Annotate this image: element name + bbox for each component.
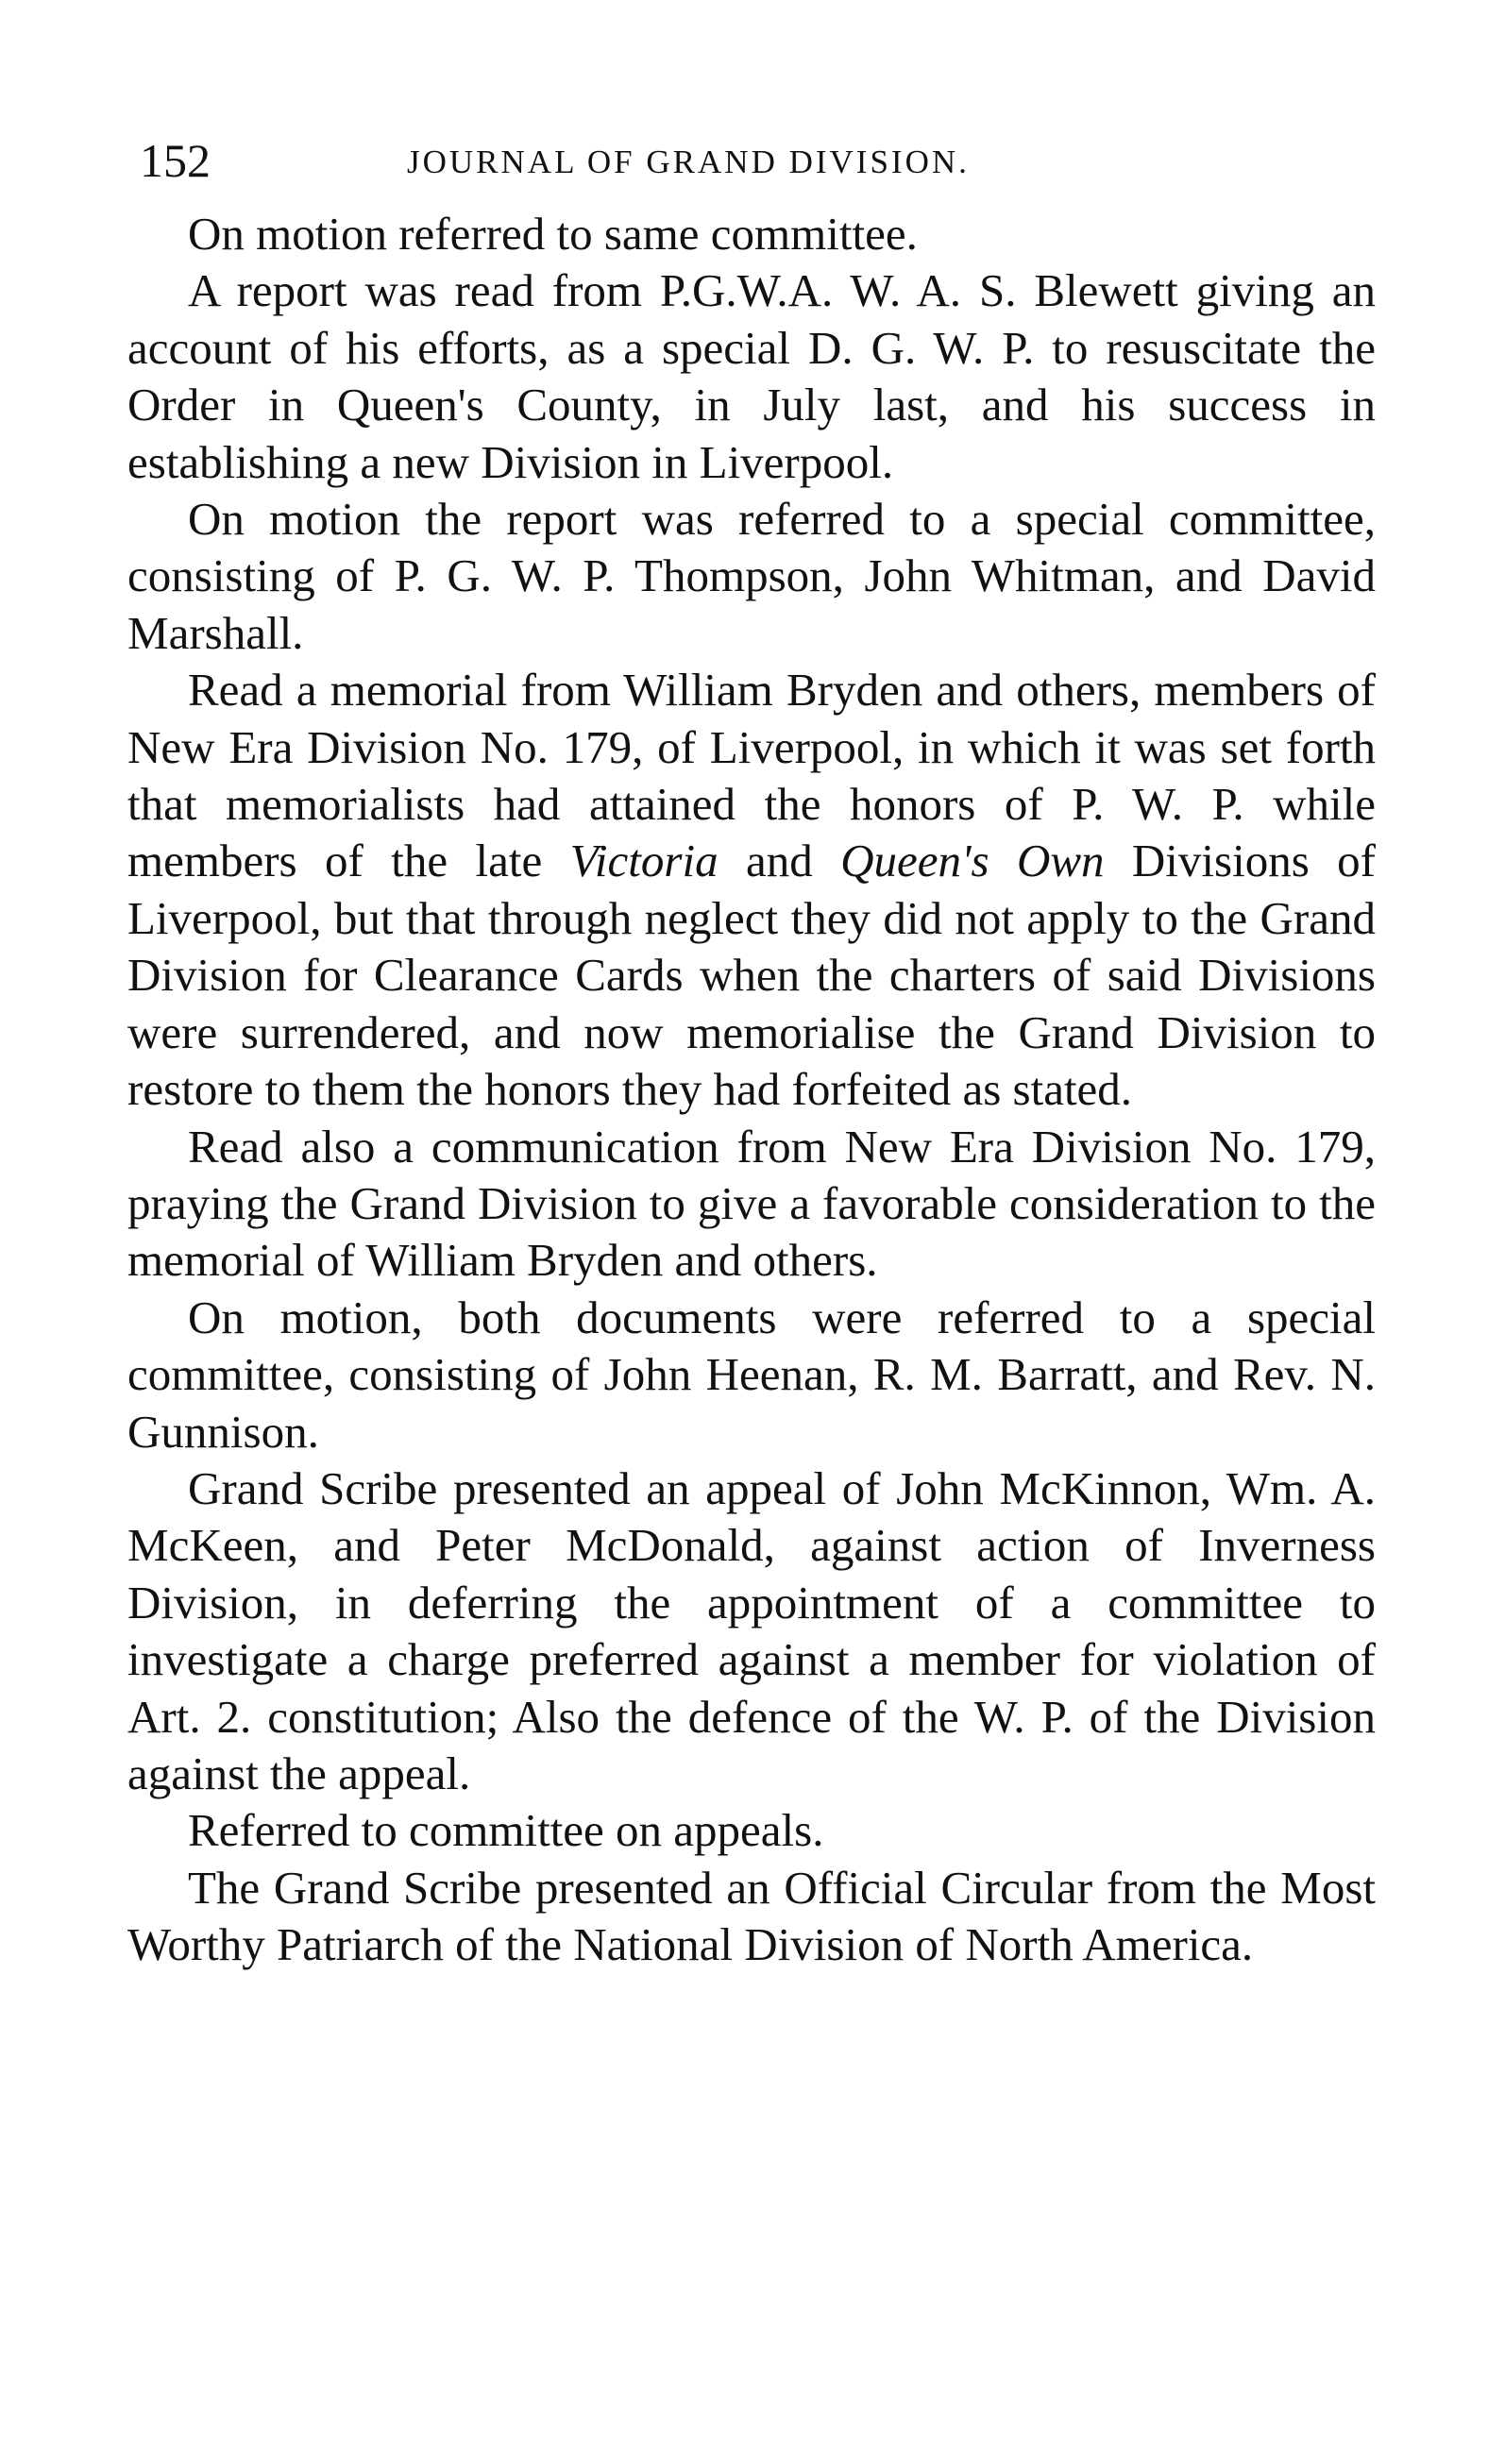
paragraph-new-era-communication: Read also a communication from New Era Division No. 179, praying the Grand Division to give a favorable consideration to the memorial of William Bryden and others.: [127, 1120, 1376, 1287]
paragraph-motion-referred: On motion referred to same committee.: [188, 208, 918, 260]
italic-queens-own: Queen's Own: [840, 835, 1105, 887]
memorial-text-start: Read a memorial from William Bryden and others, members of New Era Division No. 179, of Liverpool, in which it was set forth that memorialists had attained the honors of P. W. P. while members of the late: [127, 664, 1376, 887]
paragraph-special-committee: On motion the report was referred to a special committee, consisting of P. G. W. P. Thompson, John Whitman, and David Marshall.: [127, 493, 1376, 659]
page-number: 152: [140, 134, 211, 187]
paragraph-mckinnon-appeal: Grand Scribe presented an appeal of John McKinnon, Wm. A. McKeen, and Peter McDonald, against action of Inverness Division, in deferring the appointment of a committee to investigate a charge preferred against a member for violation of Art. 2. constitution; Also the defence of the W. P. of the Division against the appeal.: [127, 1461, 1376, 1799]
running-head: JOURNAL OF GRAND DIVISION.: [407, 143, 970, 180]
memorial-text-end: Divisions of Liverpool, but that through neglect they did not apply to the Grand Division for Clearance Cards when the charters of said Divisions were surrendered, and now memorialise the Grand Division to restore to them the honors they had forfeited as stated.: [127, 835, 1376, 1116]
body-text: [127, 206, 1376, 1974]
italic-victoria: Victoria: [569, 835, 719, 887]
paragraph-referred-appeals: Referred to committee on appeals.: [188, 1804, 824, 1857]
paragraph-blewett-report: A report was read from P.G.W.A. W. A. S. Blewett giving an account of his efforts, as a special D. G. W. P. to resuscitate the Order in Queen's County, in July last, and his success in establishing a new Division in Liverpool.: [127, 264, 1376, 488]
paragraph-bryden-memorial: [127, 662, 1376, 1118]
memorial-text-and: and: [718, 835, 841, 887]
paragraph-official-circular: The Grand Scribe presented an Official Circular from the Most Worthy Patriarch of the National Division of North America.: [127, 1861, 1376, 1971]
page-header: [140, 132, 1367, 189]
paragraph-documents-referred: On motion, both documents were referred to a special committee, consisting of John Heenan, R. M. Barratt, and Rev. N. Gunnison.: [127, 1291, 1376, 1458]
